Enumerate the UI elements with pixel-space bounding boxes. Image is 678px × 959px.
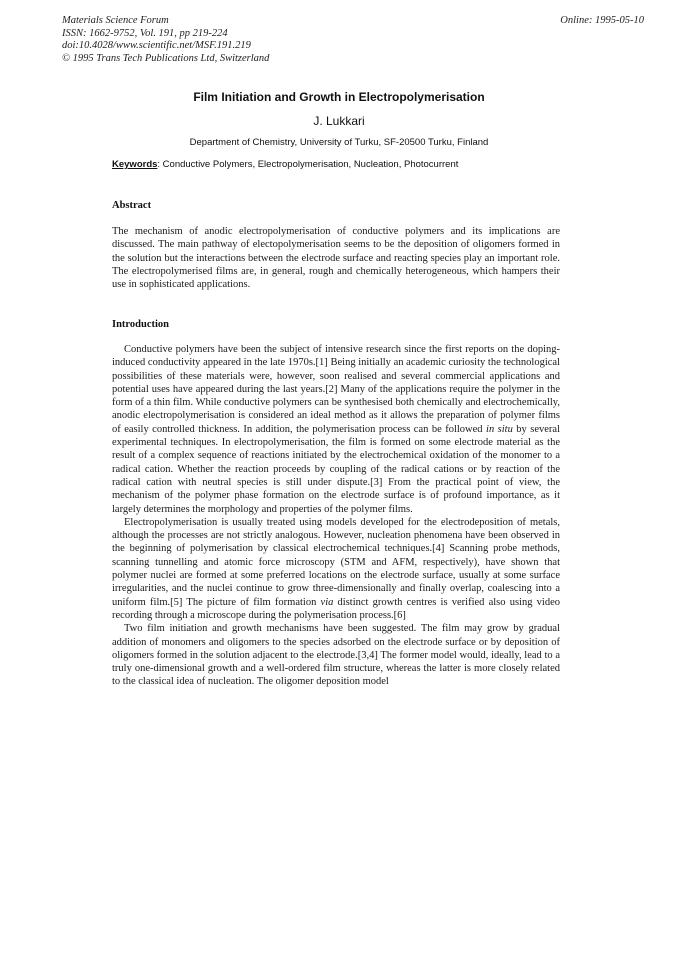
keywords-label: Keywords [112,159,158,170]
intro-p2-part-a: Electropolymerisation is usually treated using models developed for the electrodeposition of metals, although the processes are not strictly analogous. However, nucleation phenomena have been observed in the beginning of polymerisation by classical electrochemical techniques.[4] Scanning probe methods, scanning tunnelling and atomic force microscopy (STM and AFM, respectively), have shown that polymer nuclei are formed at some preferred locations on the electrode surface, usually at some surface irregularities, and the nuclei continue to grow three-dimensionally and finally overlap, coalescing into a uniform film.[5] The picture of film formation [112,516,560,608]
journal-header [62,15,269,65]
abstract-heading: Abstract [112,200,152,211]
issn-line: ISSN: 1662-9752, Vol. 191, pp 219-224 [62,27,228,39]
intro-p1-emphasis: in situ [486,423,513,435]
keywords-value: : Conductive Polymers, Electropolymerisation, Nucleation, Photocurrent [157,159,459,170]
intro-p1-part-b: by several experimental techniques. In electropolymerisation, the film is formed on some electrode material as the result of a complex sequence of reactions initiated by the electrochemical oxidation of the monomer to a radical cation. Whether the reaction proceeds by coupling of the radical cations or by reaction of the radical cation with neutral species is still under dispute.[3] From the practical point of view, the mechanism of the polymer phase formation on the electrode surface is of profound importance, as it largely determines the morphology and properties of the polymer films. [112,423,561,515]
introduction-body [112,343,560,689]
author-affiliation: Department of Chemistry, University of Turku, SF-20500 Turku, Finland [189,137,489,148]
intro-p2-part-b: distinct growth centres is verified also using video recording through a microscope during the polymerisation process.[6] [112,596,560,621]
intro-paragraph-1 [112,343,560,516]
intro-p2-emphasis: via [320,596,334,608]
introduction-heading: Introduction [112,319,169,330]
doi-line[interactable]: doi:10.4028/www.scientific.net/MSF.191.219 [62,40,251,51]
journal-name: Materials Science Forum [62,15,169,26]
online-date: Online: 1995-05-10 [560,15,644,26]
paper-author: J. Lukkari [313,114,365,128]
abstract-body [112,225,560,291]
paper-title: Film Initiation and Growth in Electropolymerisation [193,90,485,104]
intro-p1-part-a: Conductive polymers have been the subject of intensive research since the first reports on the doping-induced conductivity appeared in the late 1970s.[1] Being initially an academic curiosity the technological possibilities of these materials were, however, soon realised and several commercial applications and potential uses have appeared during the last years.[2] Many of the applications require the polymer in the form of a thin film. While conductive polymers can be synthesised both chemically and electrochemically, anodic electropolymerisation is considered an ideal method as it allows the preparation of polymer films of easily controlled thickness. In addition, the polymerisation process can be followed [112,344,560,435]
copyright-line: © 1995 Trans Tech Publications Ltd, Switzerland [62,52,270,64]
intro-paragraph-3: Two film initiation and growth mechanisms have been suggested. The film may grow by gradual addition of monomers and oligomers to the species adsorbed on the electrode surface or by deposition of oligomers formed in the solution adjacent to the electrode.[3,4] The former model would, ideally, lead to a truly one-dimensional growth and a well-ordered film structure, whereas the latter is more closely related to the classical idea of nucleation. The oligomer deposition model [112,623,560,688]
abstract-paragraph: The mechanism of anodic electropolymerisation of conductive polymers and its implications are discussed. The main pathway of electopolymerisation seems to be the deposition of oligomers formed in the solution but the interactions between the electrode surface and reacting species play an important role. The electropolymerised films are, in general, rough and chemically heterogeneous, which hampers their use in sophisticated applications. [112,226,560,291]
intro-paragraph-2 [112,516,560,622]
keywords-line [112,159,458,170]
